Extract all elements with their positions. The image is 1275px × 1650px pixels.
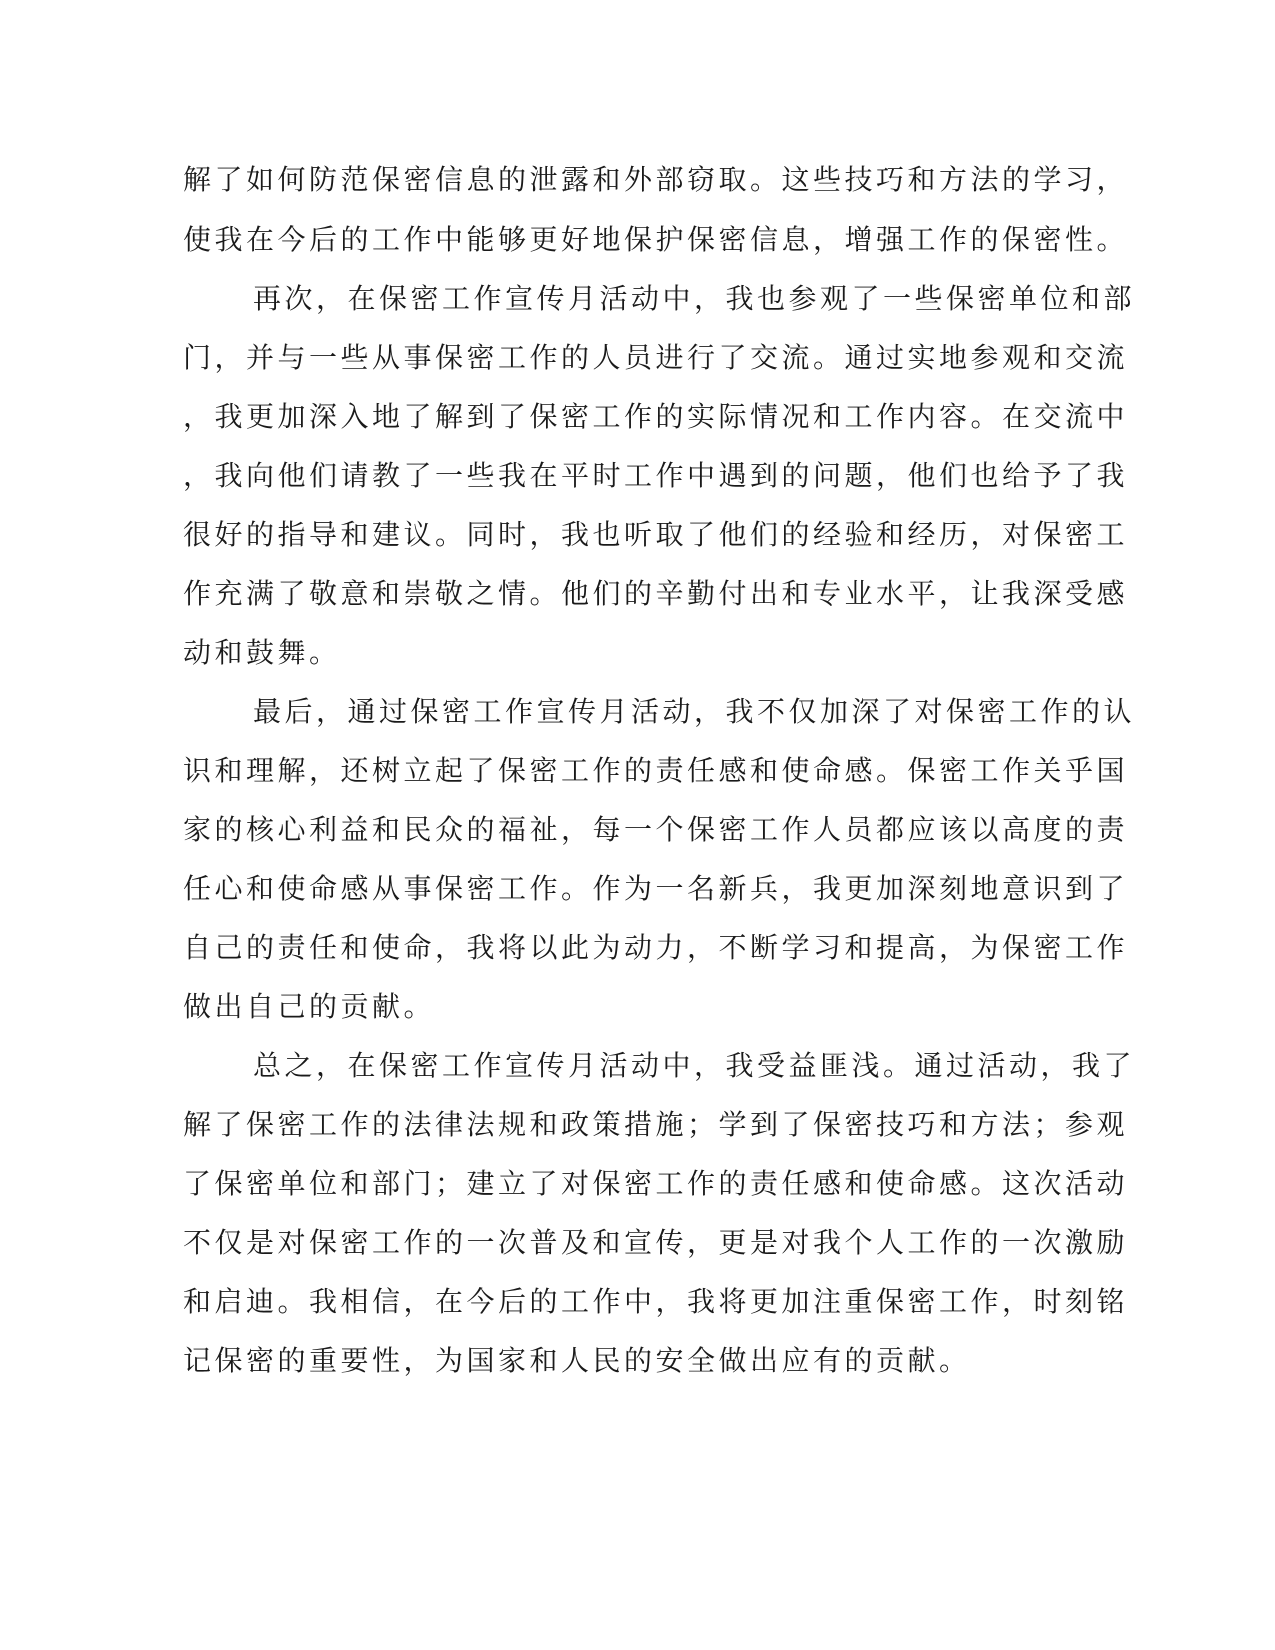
paragraph-first-line: 最后，通过保密工作宣传月活动，我不仅加深了对保密工作的认 [253,695,1136,728]
text-line: 做出自己的贡献。 [183,990,436,1023]
text-line: 识和理解，还树立起了保密工作的责任感和使命感。保密工作关乎国 [183,754,1129,787]
text-line: 了保密单位和部门；建立了对保密工作的责任感和使命感。这次活动 [183,1167,1129,1200]
text-line: 自己的责任和使命，我将以此为动力，不断学习和提高，为保密工作 [183,931,1129,964]
paragraph-first-line: 再次，在保密工作宣传月活动中，我也参观了一些保密单位和部 [253,282,1136,315]
text-line: 很好的指导和建议。同时，我也听取了他们的经验和经历，对保密工 [183,518,1129,551]
text-line: 不仅是对保密工作的一次普及和宣传，更是对我个人工作的一次激励 [183,1226,1129,1259]
text-line: 解了如何防范保密信息的泄露和外部窃取。这些技巧和方法的学习， [183,163,1129,196]
text-line: 动和鼓舞。 [183,636,341,669]
text-line: 解了保密工作的法律法规和政策措施；学到了保密技巧和方法；参观 [183,1108,1129,1141]
text-line: 记保密的重要性，为国家和人民的安全做出应有的贡献。 [183,1344,971,1377]
text-line: 门，并与一些从事保密工作的人员进行了交流。通过实地参观和交流 [183,341,1129,374]
text-line: 作充满了敬意和崇敬之情。他们的辛勤付出和专业水平，让我深受感 [183,577,1129,610]
text-line: 和启迪。我相信，在今后的工作中，我将更加注重保密工作，时刻铭 [183,1285,1129,1318]
text-line: ，我更加深入地了解到了保密工作的实际情况和工作内容。在交流中 [183,400,1129,433]
text-line: ，我向他们请教了一些我在平时工作中遇到的问题，他们也给予了我 [183,459,1129,492]
text-line: 家的核心利益和民众的福祉，每一个保密工作人员都应该以高度的责 [183,813,1129,846]
text-line: 任心和使命感从事保密工作。作为一名新兵，我更加深刻地意识到了 [183,872,1129,905]
paragraph-first-line: 总之，在保密工作宣传月活动中，我受益匪浅。通过活动，我了 [253,1049,1136,1082]
text-line: 使我在今后的工作中能够更好地保护保密信息，增强工作的保密性。 [183,223,1129,256]
